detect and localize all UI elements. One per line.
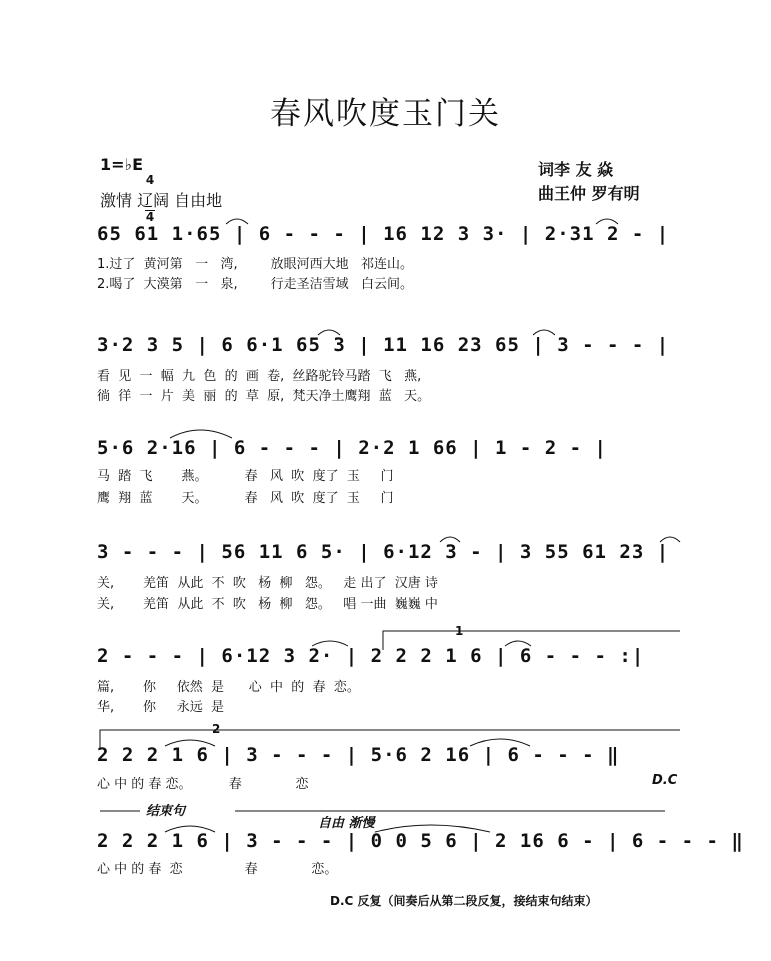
expression-mark: 激情 辽阔 自由地 [100, 191, 223, 210]
slur [660, 537, 680, 542]
volta-1-bracket [383, 631, 680, 650]
lyricist-credit: 词李 友 焱 [538, 160, 614, 179]
slur [165, 826, 215, 832]
lyrics-line-4-verse-1: 关, 羌笛 从此 不 吹 杨 柳 怨。 走 出了 汉唐 诗 [97, 576, 438, 591]
lyrics-line-1-verse-2: 2.喝了 大漠第 一 泉, 行走圣洁雪域 白云间。 [97, 277, 414, 292]
notation-line-5: 2 - - - | 6·12 3 2· | 2 2 2 1 6 | 6 - - - :| [97, 645, 645, 667]
slur [470, 739, 530, 746]
slur [170, 430, 232, 438]
dc-mark: D.C [652, 773, 678, 788]
lyrics-line-2-verse-2: 徜 徉 一 片 美 丽 的 草 原, 梵天净土鹰翔 蓝 天。 [97, 389, 431, 404]
footer-note: D.C 反复（间奏后从第二段反复，接结束句结束） [330, 894, 598, 908]
lyrics-line-5-verse-2: 华, 你 永远 是 [97, 700, 224, 715]
slur [318, 330, 340, 335]
notation-line-7: 2 2 2 1 6 | 3 - - - | 0 0 5 6 | 2 16 6 - | 6 - - - ‖ [97, 830, 744, 852]
time-denominator: 4 [145, 210, 155, 224]
slur [165, 740, 215, 746]
notation-line-6: 2 2 2 1 6 | 3 - - - | 5·6 2 16 | 6 - - - ‖ [97, 744, 620, 766]
lyrics-line-2-verse-1: 看 见 一 幅 九 色 的 画 卷, 丝路驼铃马踏 飞 燕, [97, 369, 422, 384]
lyrics-line-5-verse-1: 篇, 你 依然 是 心 中 的 春 恋。 [97, 680, 360, 695]
lyrics-line-3-verse-1: 马 踏 飞 燕。 春 风 吹 度了 玉 门 [97, 469, 394, 484]
notation-line-3: 5·6 2·16 | 6 - - - | 2·2 1 66 | 1 - 2 - | [97, 437, 607, 459]
slur [440, 537, 460, 542]
key-signature: 1=♭E [100, 155, 144, 174]
slur [312, 641, 348, 646]
time-numerator: 4 [145, 173, 155, 187]
lyrics-line-4-verse-2: 关, 羌笛 从此 不 吹 杨 柳 怨。 唱 一曲 巍巍 中 [97, 597, 438, 612]
lyrics-line-3-verse-2: 鹰 翔 蓝 天。 春 风 吹 度了 玉 门 [97, 491, 394, 506]
slur [226, 219, 248, 224]
slur [596, 219, 618, 224]
notation-line-2: 3·2 3 5 | 6 6·1 65 3 | 11 16 23 65 | 3 - - - | [97, 334, 670, 356]
volta-2-label: 2 [212, 722, 221, 736]
ending-label: 结束句 [146, 804, 186, 819]
slur [533, 330, 555, 335]
slur [375, 825, 490, 832]
tempo-mark: 自由 渐慢 [318, 816, 375, 831]
volta-1-label: 1 [455, 624, 464, 638]
notation-line-1: 65 61 1·65 | 6 - - - | 16 12 3 3· | 2·31 2 - | [97, 223, 670, 245]
slur [505, 641, 531, 646]
lyrics-line-6: 心 中 的 春 恋。 春 恋 [97, 777, 309, 792]
composer-credit: 曲王仲 罗有明 [538, 184, 640, 203]
lyrics-line-7: 心 中 的 春 恋 春 恋。 [97, 862, 338, 877]
song-title: 春风吹度玉门关 [270, 96, 501, 132]
lyrics-line-1-verse-1: 1.过了 黄河第 一 湾, 放眼河西大地 祁连山。 [97, 257, 414, 272]
notation-line-4: 3 - - - | 56 11 6 5· | 6·12 3 - | 3 55 61 23 | [97, 541, 670, 563]
